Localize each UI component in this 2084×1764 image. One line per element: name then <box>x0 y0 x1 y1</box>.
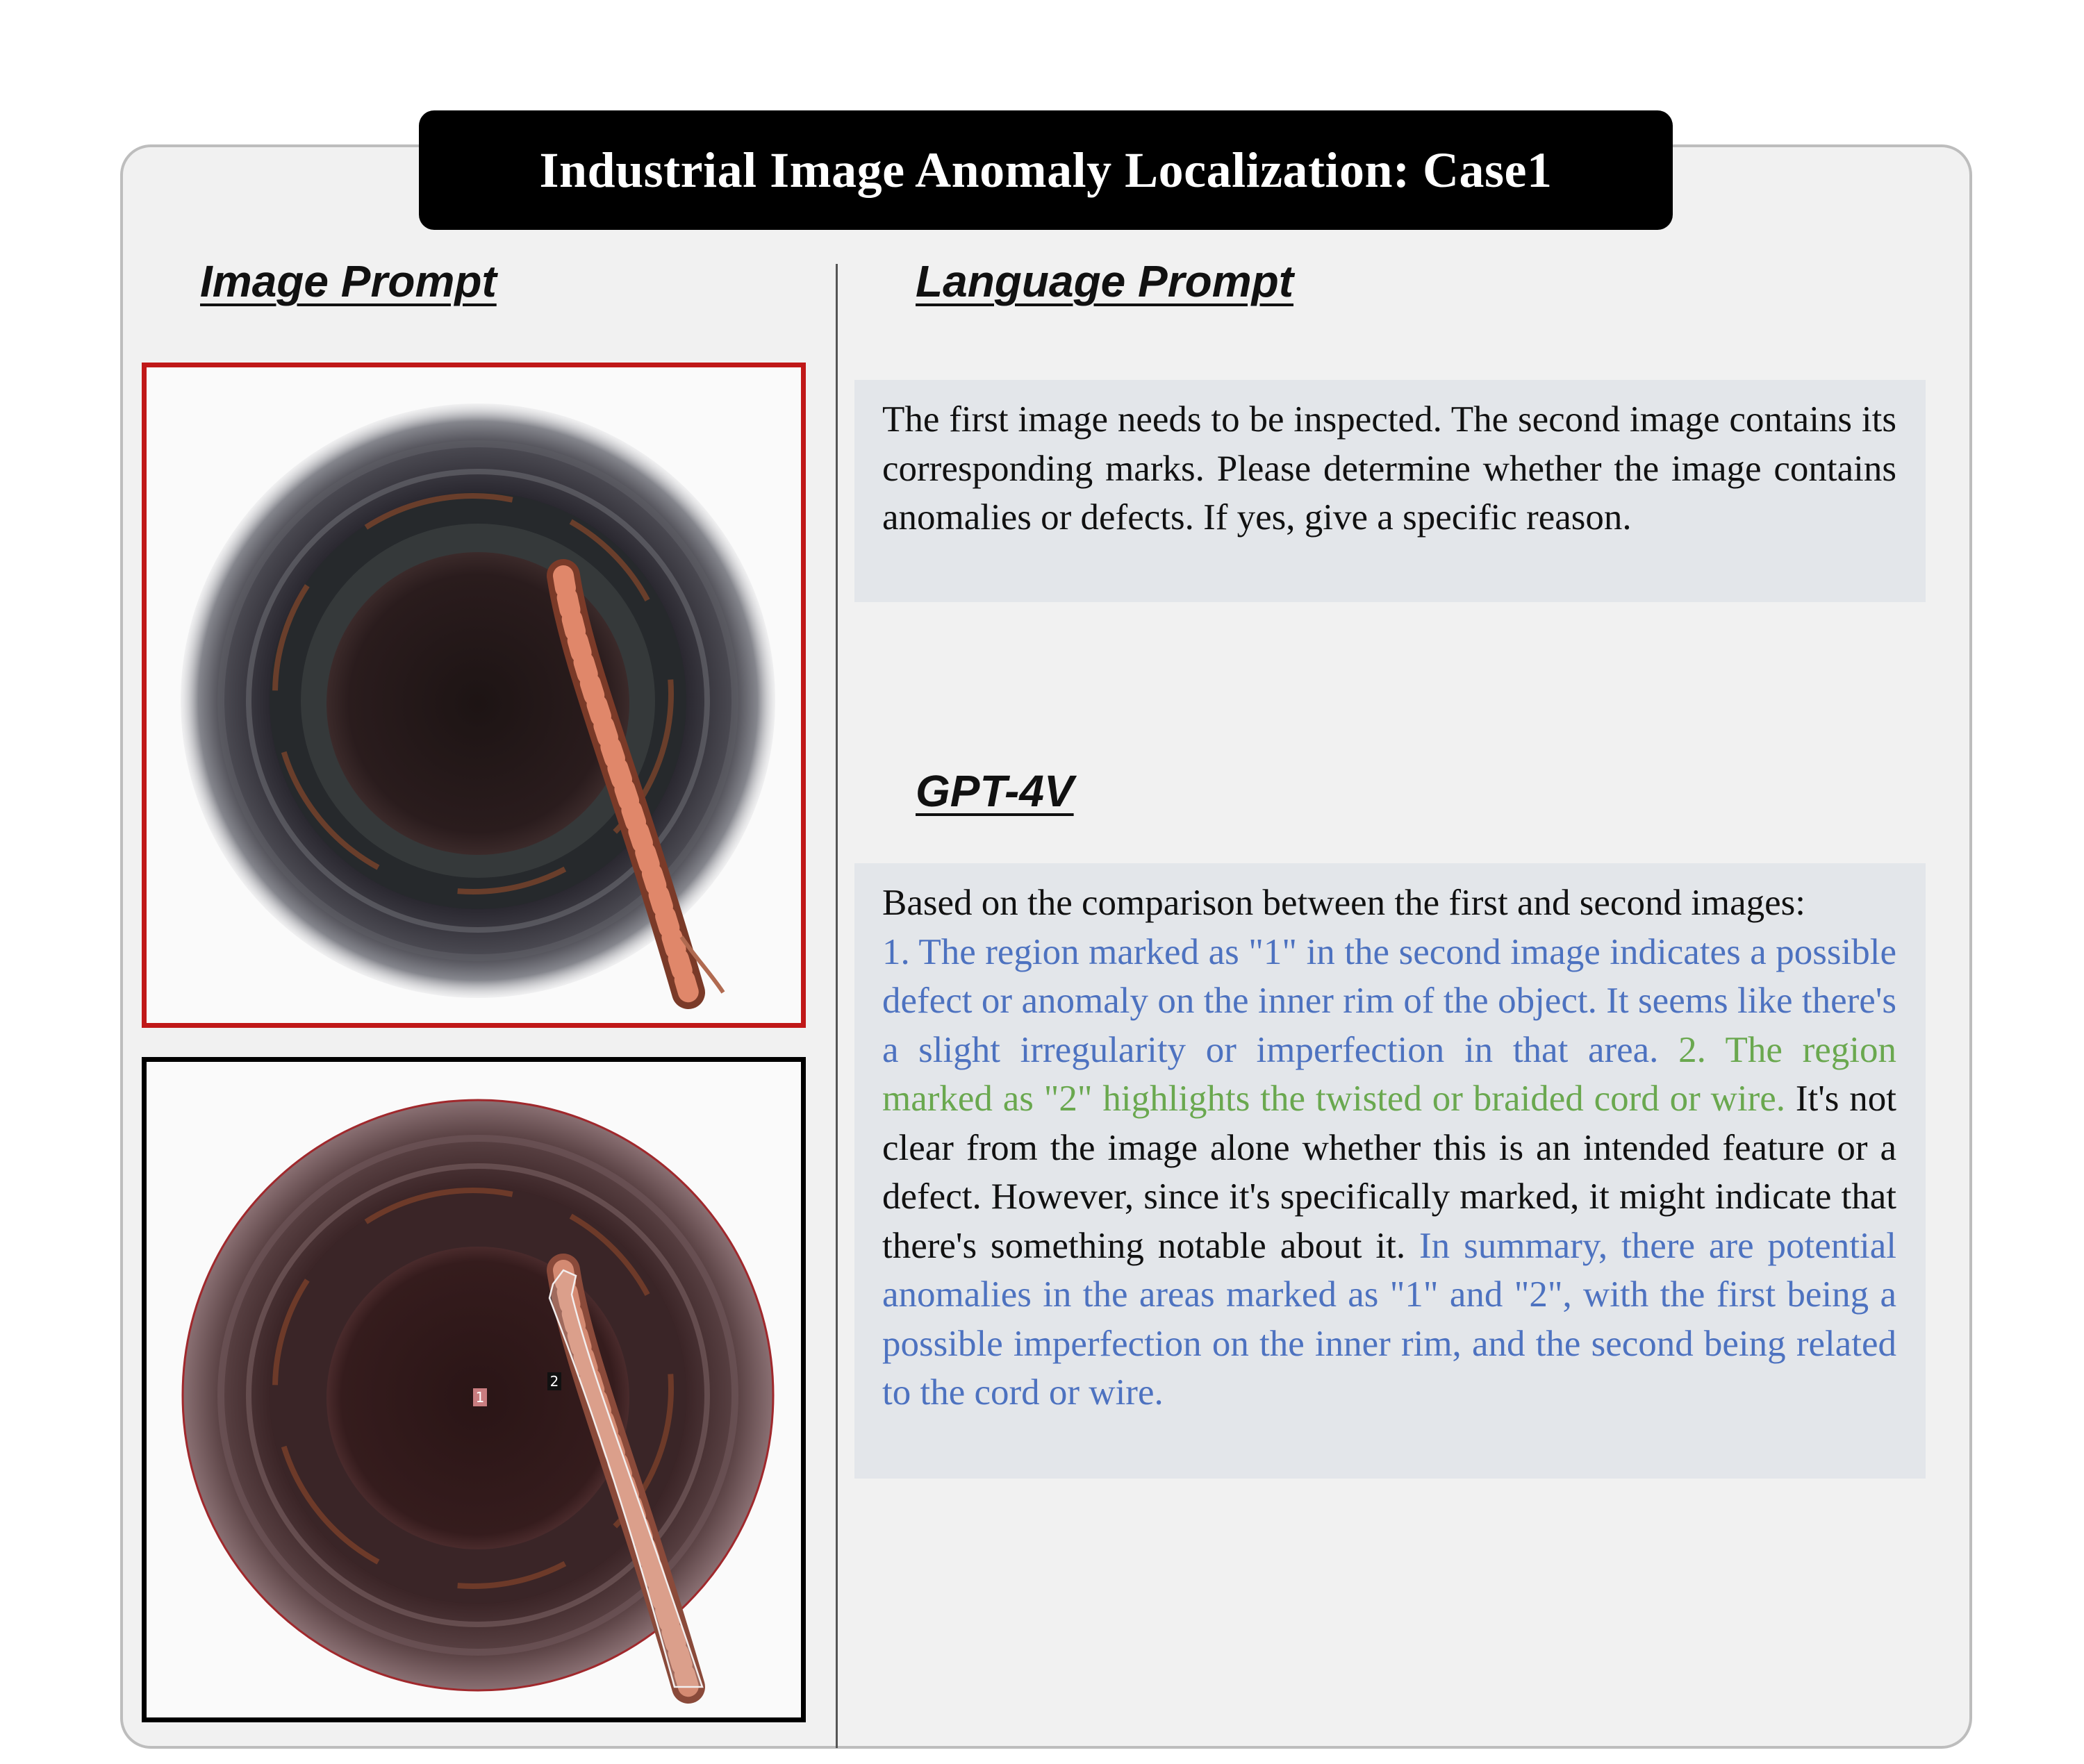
response-summary: In summary, there are potential anomalies in the areas marked as "1" and "2", with the first being a possible imperfection on the inner rim, and the second being related to the cord or wire. <box>882 1225 1896 1413</box>
mark-2-label: 2 <box>549 1373 559 1390</box>
language-prompt-text: The first image needs to be inspected. The second image contains its corresponding marks. Please determine whether the image contains anomalies or defects. If yes, give a specific reason. <box>882 399 1896 538</box>
language-prompt-heading: Language Prompt <box>916 256 1294 306</box>
bottle-top-marked-photo <box>147 1062 801 1717</box>
response-point-1: 1. The region marked as "1" in the second image indicates a possible defect or anomaly on the inner rim of the object. It seems like there's a slight irregularity or imperfection in that area. <box>882 931 1896 1070</box>
language-prompt-box <box>854 380 1926 602</box>
bottle-top-photo <box>147 367 801 1023</box>
inspection-image <box>142 363 806 1028</box>
page-title: Industrial Image Anomaly Localization: Case1 <box>539 142 1553 198</box>
mark-1-label: 1 <box>475 1389 485 1406</box>
response-note: It's not clear from the image alone whether this is an intended feature or a defect. However, since it's specifically marked, it might indicate that there's something notable about it. <box>882 1079 1896 1266</box>
marked-image <box>142 1057 806 1722</box>
response-intro: Based on the comparison between the first and second images: <box>882 883 1806 923</box>
column-divider <box>836 264 838 1748</box>
gpt4v-heading: GPT-4V <box>916 766 1074 816</box>
title-bar <box>419 110 1673 230</box>
image-prompt-heading: Image Prompt <box>200 256 497 306</box>
response-point-2: 2. The region marked as "2" highlights the twisted or braided cord or wire. <box>882 1029 1897 1119</box>
gpt4v-response-box <box>854 863 1926 1479</box>
